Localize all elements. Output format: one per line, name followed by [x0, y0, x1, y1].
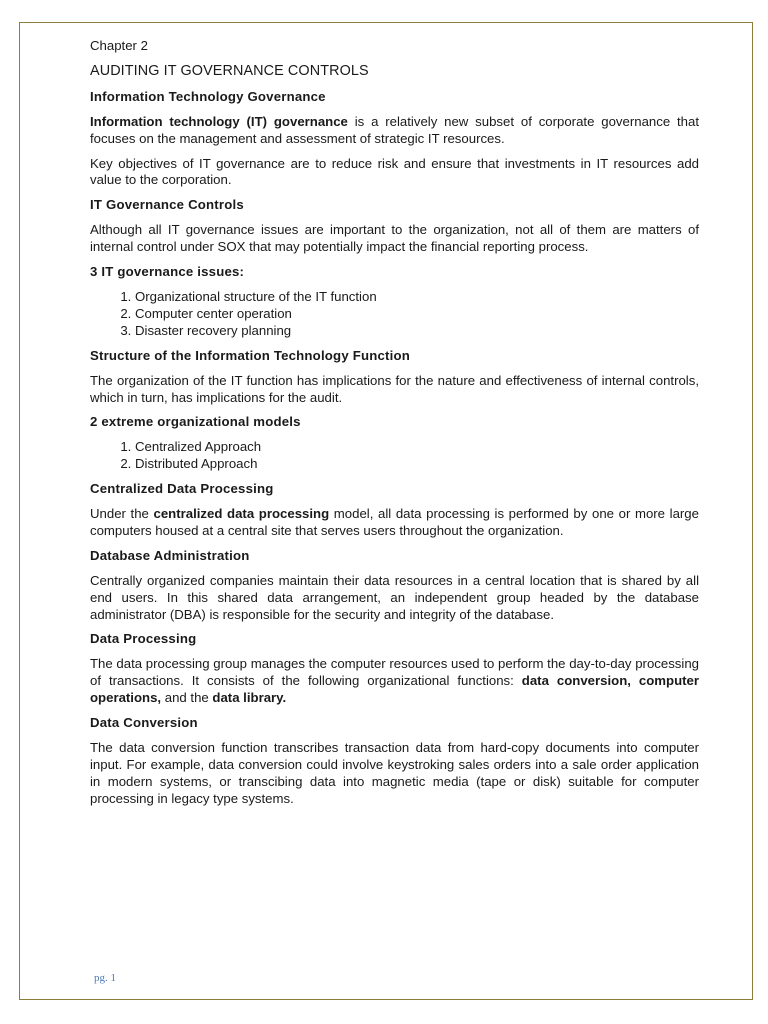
paragraph-text: is a relatively new subset of corporate governance that focuses on the management and assessment of strategic IT resources. — [90, 113, 699, 146]
paragraph-text: model, all data processing is performed by one or more large computers housed at a central site that serves users throughout the organization. — [90, 506, 699, 538]
bold-term: data conversion, computer operations, — [90, 673, 699, 706]
section-heading-centralized: Centralized Data Processing — [90, 481, 274, 497]
section-heading-database-admin: Database Administration — [90, 547, 250, 563]
page-title: AUDITING IT GOVERNANCE CONTROLS — [90, 62, 369, 79]
section-heading-data-processing: Data Processing — [90, 631, 197, 647]
paragraph-it-structure: The organization of the IT function has implications for the nature and effectiveness of internal controls, which in turn, has implications for the audit. — [90, 372, 699, 405]
governance-issues-list — [90, 289, 699, 340]
paragraph-data-processing — [90, 656, 699, 707]
chapter-label: Chapter 2 — [90, 38, 148, 53]
paragraph-text: The data processing group manages the computer resources used to perform the day-to-day processing of transactions. It consists of the following organizational functions: — [90, 656, 699, 689]
paragraph-key-objectives: Key objectives of IT governance are to reduce risk and ensure that investments in IT resources add value to the corporation. — [90, 155, 699, 188]
list-item: 1. Centralized Approach — [135, 439, 699, 456]
section-heading-governance-issues: 3 IT governance issues: — [90, 264, 245, 280]
org-models-list — [90, 439, 699, 473]
paragraph-it-governance-definition — [90, 114, 699, 148]
document-body — [90, 38, 699, 816]
list-item: 3. Disaster recovery planning — [135, 323, 699, 340]
bold-term: centralized data processing — [153, 506, 330, 522]
page-number: pg. 1 — [94, 972, 116, 984]
paragraph-governance-controls: Although all IT governance issues are important to the organization, not all of them are matters of internal control under SOX that may potentially impact the financial reporting process. — [90, 222, 699, 255]
paragraph-database-admin: Centrally organized companies maintain their data resources in a central location that is shared by all end users. In this shared data arrangement, an independent group headed by the database administrator (DBA) is responsible for the security and integrity of the database. — [90, 572, 699, 622]
bold-term: data library. — [212, 690, 287, 706]
section-heading-it-governance: Information Technology Governance — [90, 88, 326, 104]
paragraph-data-conversion: The data conversion function transcribes transaction data from hard-copy documents into computer input. For example, data conversion could involve keystroking sales orders into a sale order application in modern systems, or transcibing data into magnetic media (tape or disk) suitable for computer processing in legacy type systems. — [90, 740, 699, 806]
list-item: 2. Distributed Approach — [135, 456, 699, 473]
paragraph-text: Under the — [90, 506, 154, 522]
list-item: 2. Computer center operation — [135, 306, 699, 323]
section-heading-it-structure: Structure of the Information Technology Function — [90, 347, 410, 363]
paragraph-text: and the — [161, 690, 213, 706]
section-heading-governance-controls: IT Governance Controls — [90, 197, 244, 213]
section-heading-data-conversion: Data Conversion — [90, 715, 198, 731]
list-item: 1. Organizational structure of the IT function — [135, 289, 699, 306]
section-heading-org-models: 2 extreme organizational models — [90, 414, 301, 430]
paragraph-centralized — [90, 506, 699, 540]
bold-term: Information technology (IT) governance — [90, 113, 348, 129]
